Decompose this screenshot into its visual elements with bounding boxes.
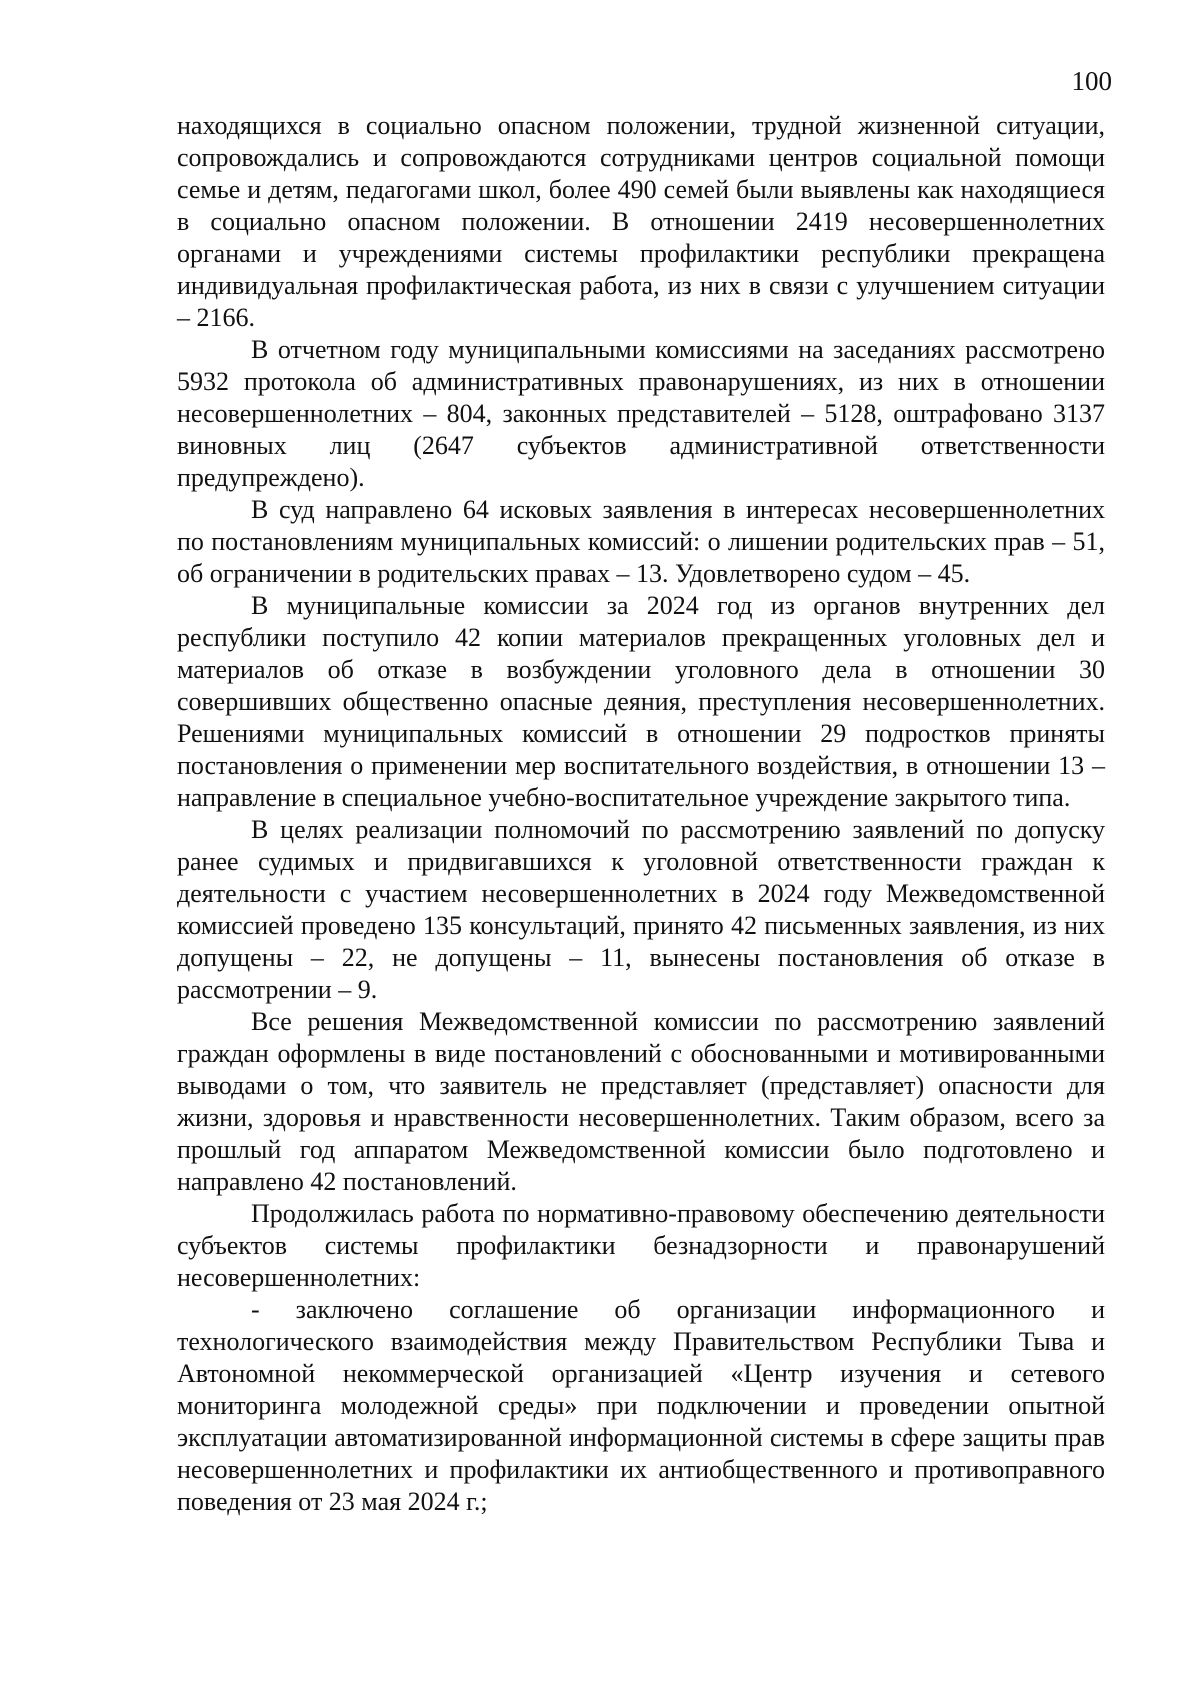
- paragraph-7: Продолжилась работа по нормативно-правовому обеспечению деятельности субъектов системы профилактики безнадзорности и правонарушений несовершеннолетних:: [177, 1199, 1105, 1292]
- paragraph-4: В муниципальные комиссии за 2024 год из органов внутренних дел республики поступило 42 копии материалов прекращенных уголовных дел и материалов об отказе в возбуждении уголовного дела в отношении 30 совершивших общественно опасные деяния, преступления несовершеннолетних. Решениями муниципальных комиссий в отношении 29 подростков приняты постановления о применении мер воспитательного воздействия, в отношении 13 – направление в специальное учебно-воспитательное учреждение закрытого типа.: [177, 591, 1105, 812]
- paragraph-6: Все решения Межведомственной комиссии по рассмотрению заявлений граждан оформлены в виде постановлений с обоснованными и мотивированными выводами о том, что заявитель не представляет (представляет) опасности для жизни, здоровья и нравственности несовершеннолетних. Таким образом, всего за прошлый год аппаратом Межведомственной комиссии было подготовлено и направлено 42 постановлений.: [177, 1007, 1105, 1196]
- document-body: [177, 110, 1105, 1518]
- list-item-agreement: - заключено соглашение об организации информационного и технологического взаимодействия между Правительством Республики Тыва и Автономной некоммерческой организацией «Центр изучения и сетевого мониторинга молодежной среды» при подключении и проведении опытной эксплуатации автоматизированной информационной системы в сфере защиты прав несовершеннолетних и профилактики их антиобщественного и противоправного поведения от 23 мая 2024 г.;: [177, 1295, 1105, 1516]
- paragraph-2: В отчетном году муниципальными комиссиями на заседаниях рассмотрено 5932 протокола об административных правонарушениях, из них в отношении несовершеннолетних – 804, законных представителей – 5128, оштрафовано 3137 виновных лиц (2647 субъектов административной ответственности предупреждено).: [177, 335, 1105, 492]
- page-number: 100: [1071, 66, 1112, 96]
- paragraph-1: находящихся в социально опасном положении, трудной жизненной ситуации, сопровождались и сопровождаются сотрудниками центров социальной помощи семье и детям, педагогами школ, более 490 семей были выявлены как находящиеся в социально опасном положении. В отношении 2419 несовершеннолетних органами и учреждениями системы профилактики республики прекращена индивидуальная профилактическая работа, из них в связи с улучшением ситуации – 2166.: [177, 111, 1105, 332]
- paragraph-5: В целях реализации полномочий по рассмотрению заявлений по допуску ранее судимых и придвигавшихся к уголовной ответственности граждан к деятельности с участием несовершеннолетних в 2024 году Межведомственной комиссией проведено 135 консультаций, принято 42 письменных заявления, из них допущены – 22, не допущены – 11, вынесены постановления об отказе в рассмотрении – 9.: [177, 815, 1105, 1004]
- paragraph-3: В суд направлено 64 исковых заявления в интересах несовершеннолетних по постановлениям муниципальных комиссий: о лишении родительских прав – 51, об ограничении в родительских правах – 13. Удовлетворено судом – 45.: [177, 495, 1105, 588]
